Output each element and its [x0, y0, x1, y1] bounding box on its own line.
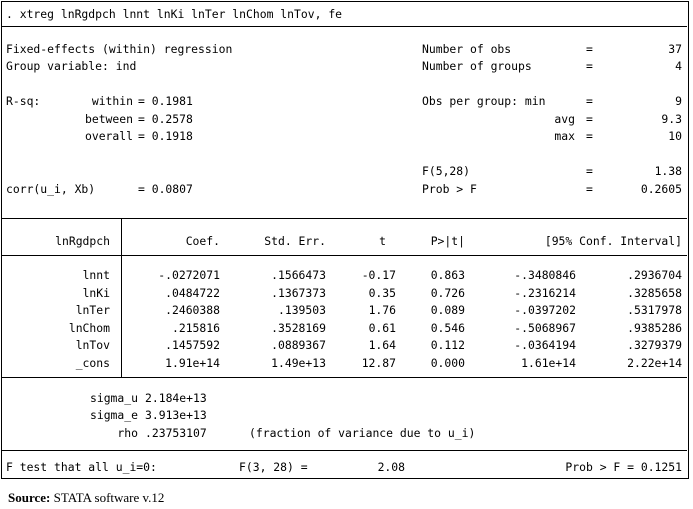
row-ci-high: .5317978: [627, 303, 682, 317]
obs-avg-value: 9.3: [661, 112, 682, 126]
ngroups-value: 4: [675, 59, 682, 73]
row-p: 0.112: [430, 338, 465, 352]
row-ci-low: -.3480846: [514, 268, 576, 282]
prob-f-equals: =: [586, 182, 593, 196]
sigma-e-label: sigma_e: [89, 408, 138, 422]
obs-avg-label: avg: [554, 112, 575, 126]
source-label: Source:: [8, 490, 51, 505]
sigma-e-value: 3.913e+13: [145, 408, 207, 422]
prob-f-value: 0.2605: [640, 182, 682, 196]
row-std-err: .1367373: [271, 286, 326, 300]
model-title: Fixed-effects (within) regression: [6, 42, 233, 56]
depvar-header: lnRgdpch: [55, 234, 110, 248]
row-p: 0.089: [430, 303, 465, 317]
nobs-value: 37: [668, 42, 682, 56]
row-variable: lnChom: [68, 321, 110, 335]
row-t: 1.76: [368, 303, 396, 317]
col-header-p: P>|t|: [430, 234, 465, 248]
row-t: 0.61: [368, 321, 396, 335]
row-std-err: .1566473: [271, 268, 326, 282]
row-ci-low: -.0397202: [514, 303, 576, 317]
row-p: 0.546: [430, 321, 465, 335]
row-variable: _cons: [75, 356, 110, 370]
command-separator: [2, 26, 687, 27]
row-ci-high: .3279379: [627, 338, 682, 352]
row-ci-low: -.0364194: [514, 338, 576, 352]
row-std-err: 1.49e+13: [271, 356, 326, 370]
source-text: STATA software v.12: [50, 490, 165, 505]
row-ci-low: -.5068967: [514, 321, 576, 335]
row-ci-low: 1.61e+14: [521, 356, 576, 370]
f-test-prob: Prob > F = 0.1251: [565, 460, 682, 474]
row-t: -0.17: [361, 268, 396, 282]
row-variable: lnTer: [75, 303, 110, 317]
corr-label: corr(u_i, Xb): [6, 182, 96, 196]
row-ci-high: .9385286: [627, 321, 682, 335]
rsq-between-value: = 0.2578: [138, 112, 193, 126]
row-p: 0.726: [430, 286, 465, 300]
col-header-conf-interval: [95% Conf. Interval]: [544, 234, 682, 248]
col-header-coef: Coef.: [185, 234, 220, 248]
rsq-within-value: = 0.1981: [138, 94, 193, 108]
row-std-err: .0889367: [271, 338, 326, 352]
row-ci-high: .3285658: [627, 286, 682, 300]
row-p: 0.000: [430, 356, 465, 370]
row-coef: 1.91e+14: [165, 356, 220, 370]
rho-note: (fraction of variance due to u_i): [249, 426, 476, 440]
footer-rule: [2, 450, 687, 451]
rsq-between-label: between: [84, 112, 133, 126]
row-t: 12.87: [361, 356, 396, 370]
rsq-within-label: within: [91, 94, 133, 108]
rsq-overall-value: = 0.1918: [138, 129, 193, 143]
f-stat-label: F(5,28): [422, 164, 471, 178]
prob-f-label: Prob > F: [422, 182, 477, 196]
row-p: 0.863: [430, 268, 465, 282]
row-coef: .1457592: [165, 338, 220, 352]
sigma-u-label: sigma_u: [89, 391, 138, 405]
obs-min-value: 9: [675, 94, 682, 108]
row-t: 0.35: [368, 286, 396, 300]
row-std-err: .3528169: [271, 321, 326, 335]
obs-min-equals: =: [586, 94, 593, 108]
sigma-u-value: 2.184e+13: [145, 391, 207, 405]
group-variable: Group variable: ind: [6, 59, 137, 73]
f-test-label: F test that all u_i=0:: [6, 460, 157, 474]
f-test-value: 2.08: [377, 460, 405, 474]
nobs-label: Number of obs: [422, 42, 512, 56]
table-column-divider: [121, 218, 122, 377]
obs-avg-equals: =: [586, 112, 593, 126]
rsq-label: R-sq:: [6, 94, 41, 108]
row-coef: .2460388: [165, 303, 220, 317]
command-line: . xtreg lnRgdpch lnnt lnKi lnTer lnChom lnTov, fe: [6, 7, 343, 21]
nobs-equals: =: [586, 42, 593, 56]
rho-label: rho: [117, 426, 138, 440]
variance-rule: [2, 377, 687, 378]
table-header-rule: [2, 255, 687, 256]
obs-max-equals: =: [586, 129, 593, 143]
ngroups-equals: =: [586, 59, 593, 73]
obs-max-label: max: [554, 129, 575, 143]
row-coef: -.0272071: [158, 268, 220, 282]
rho-value: .23753107: [145, 426, 207, 440]
obs-max-value: 10: [668, 129, 682, 143]
f-stat-value: 1.38: [654, 164, 682, 178]
table-top-rule: [2, 218, 687, 219]
row-variable: lnnt: [82, 268, 110, 282]
col-header-std-err: Std. Err.: [264, 234, 326, 248]
obs-per-group-label: Obs per group: min: [422, 94, 546, 108]
row-variable: lnKi: [82, 286, 110, 300]
rsq-overall-label: overall: [84, 129, 133, 143]
stata-output-frame: [1, 1, 689, 479]
source-caption: [8, 490, 164, 506]
row-ci-low: -.2316214: [514, 286, 576, 300]
row-t: 1.64: [368, 338, 396, 352]
col-header-t: t: [379, 234, 386, 248]
row-ci-high: 2.22e+14: [627, 356, 682, 370]
row-std-err: .139503: [277, 303, 326, 317]
row-ci-high: .2936704: [627, 268, 682, 282]
row-coef: .0484722: [165, 286, 220, 300]
row-variable: lnTov: [75, 338, 110, 352]
f-stat-equals: =: [586, 164, 593, 178]
row-coef: .215816: [171, 321, 220, 335]
corr-value: = 0.0807: [138, 182, 193, 196]
ngroups-label: Number of groups: [422, 59, 532, 73]
f-test-stat: F(3, 28) =: [239, 460, 308, 474]
